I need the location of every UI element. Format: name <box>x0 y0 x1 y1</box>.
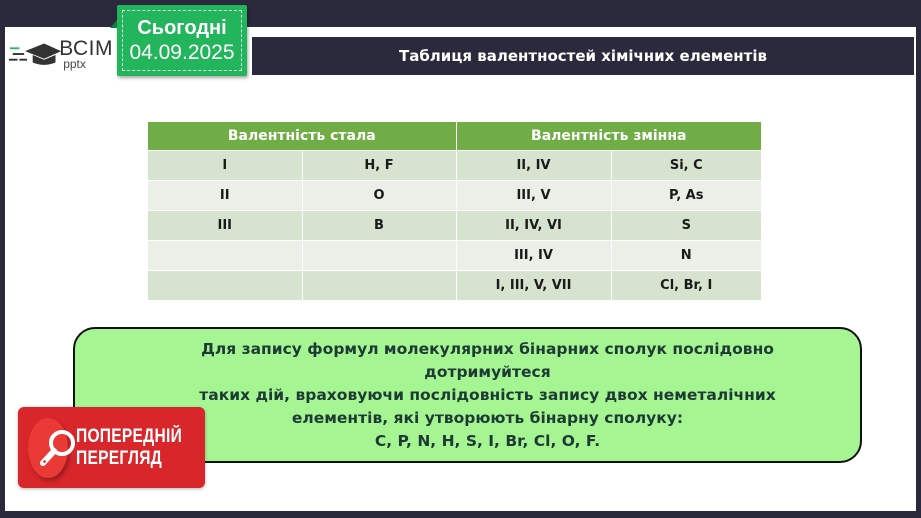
table-cell <box>302 240 456 270</box>
table-cell: II <box>148 180 302 210</box>
vsim-logo[interactable] <box>8 36 113 72</box>
logo-main-text: ВСІМ <box>59 37 113 60</box>
date-badge <box>117 5 247 76</box>
table-cell: II, IV, VI <box>456 210 611 240</box>
table-cell: Si, C <box>611 150 761 180</box>
table-cell <box>148 270 302 300</box>
preview-button[interactable] <box>18 407 205 488</box>
date-label: Сьогодні <box>137 16 227 39</box>
table-row <box>148 150 761 180</box>
table-cell: H, F <box>302 150 456 180</box>
logo-sub-text: pptx <box>63 57 86 71</box>
table-cell: B <box>302 210 456 240</box>
info-line: C, P, N, H, S, I, Br, Cl, O, F. <box>374 431 601 450</box>
table-row <box>148 240 761 270</box>
table-row <box>148 210 761 240</box>
table-row <box>148 180 761 210</box>
valence-table <box>148 122 761 300</box>
table-cell: Cl, Br, I <box>611 270 761 300</box>
table-cell: S <box>611 210 761 240</box>
slide-title-bar <box>252 37 914 75</box>
info-line: таких дій, враховуючи послідовність запису двох неметалічних <box>199 385 776 404</box>
table-cell: I, III, V, VII <box>456 270 611 300</box>
table-cell: III, IV <box>456 240 611 270</box>
table-row <box>148 270 761 300</box>
preview-label-line2: ПЕРЕГЛЯД <box>75 447 162 469</box>
table-cell: II, IV <box>456 150 611 180</box>
graduation-cap-icon <box>8 38 61 70</box>
header-variable-valence: Валентність змінна <box>456 122 761 150</box>
slide-title: Таблиця валентностей хімічних елементів <box>398 47 768 65</box>
header-constant-valence: Валентність стала <box>148 122 456 150</box>
table-cell <box>302 270 456 300</box>
info-line: елементів, які утворюють бінарну сполуку: <box>291 408 684 427</box>
info-line: Для запису формул молекулярних бінарних сполук послідовно дотримуйтеся <box>201 339 774 381</box>
table-cell: N <box>611 240 761 270</box>
magnifier-icon <box>28 418 68 478</box>
date-value: 04.09.2025 <box>129 40 235 64</box>
table-cell: P, As <box>611 180 761 210</box>
preview-label-line1: ПОПЕРЕДНІЙ <box>75 425 182 447</box>
table-cell: I <box>148 150 302 180</box>
table-cell: III <box>148 210 302 240</box>
table-cell: O <box>302 180 456 210</box>
table-cell <box>148 240 302 270</box>
table-cell: III, V <box>456 180 611 210</box>
